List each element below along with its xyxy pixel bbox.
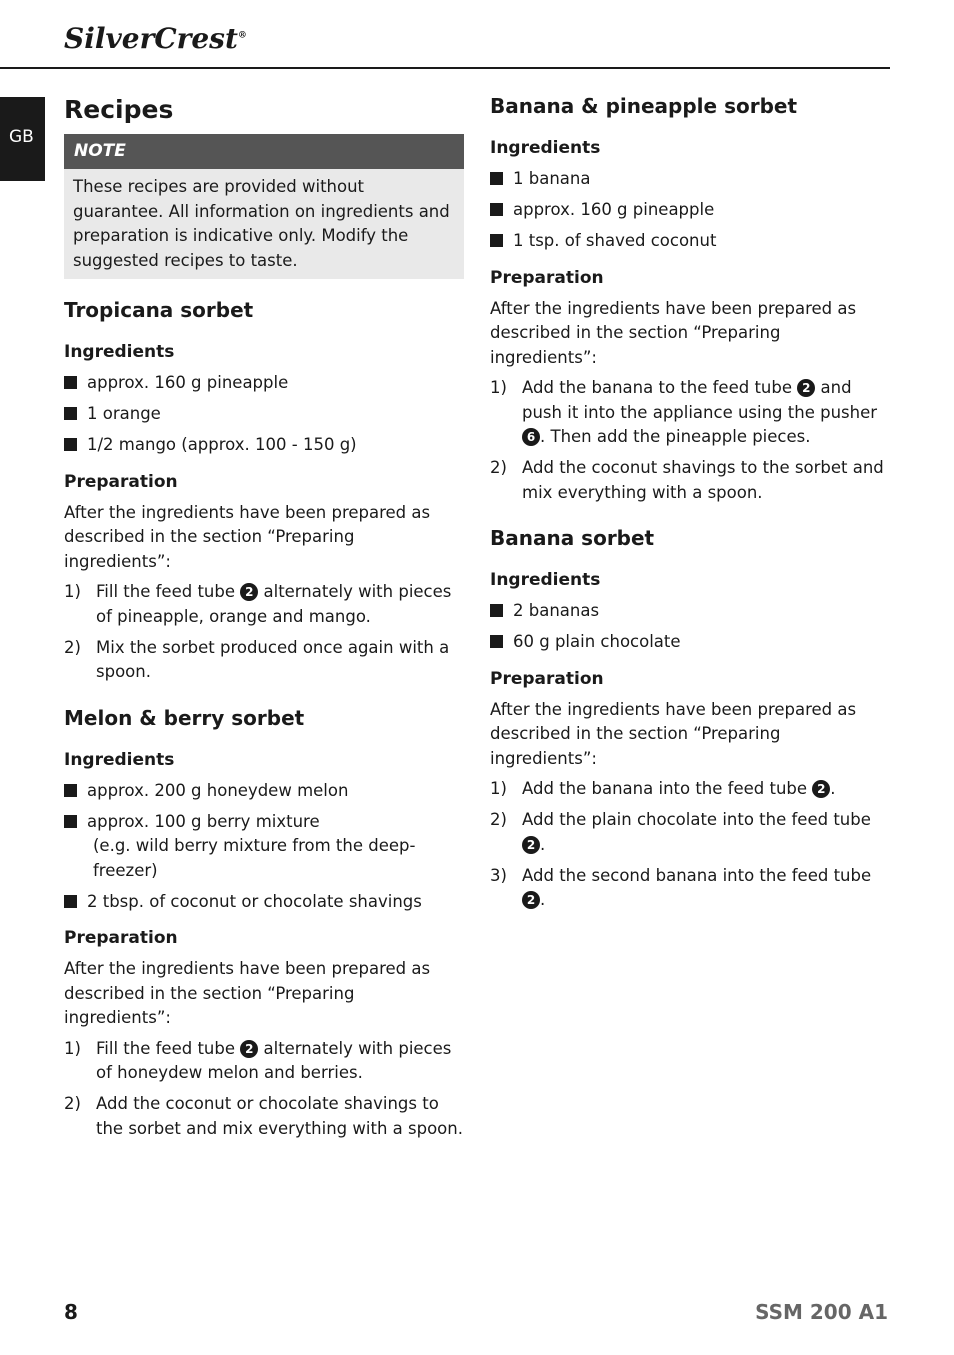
part-number-badge: 2 — [797, 379, 815, 397]
ingredient-item: 1/2 mango (approx. 100 - 150 g) — [64, 433, 464, 458]
language-tab: GB — [0, 97, 45, 181]
part-number-badge: 6 — [522, 428, 540, 446]
step-item: 1) Add the banana to the feed tube 2 and push it into the appliance using the pusher 6 . Then add the pineapple pieces. — [490, 378, 878, 446]
preparation-intro: After the ingredients have been prepared as described in the section “Preparing ingredients”: — [490, 298, 857, 367]
ingredient-item: approx. 160 g pineapple — [490, 198, 890, 223]
ingredient-item: 1 banana — [490, 167, 890, 192]
page-number: 8 — [64, 1300, 78, 1324]
bullet-square-icon — [64, 895, 77, 908]
bullet-square-icon — [490, 203, 503, 216]
ingredients-list — [64, 779, 464, 915]
recipe-title: Tropicana sorbet — [64, 298, 254, 322]
bullet-square-icon — [490, 234, 503, 247]
steps-list — [64, 1037, 464, 1142]
steps-list — [64, 580, 464, 685]
step-item: 1) Fill the feed tube 2 alternately with pieces of honeydew melon and berries. — [64, 1038, 452, 1082]
right-column — [490, 90, 890, 933]
ingredients-heading: Ingredients — [64, 342, 175, 362]
ingredient-item: 60 g plain chocolate — [490, 630, 890, 655]
recipe-title: Banana sorbet — [490, 526, 655, 550]
steps-list — [490, 777, 890, 913]
step-item: 1) Fill the feed tube 2 alternately with pieces of pineapple, orange and mango. — [64, 582, 452, 626]
step-item: 2) Add the coconut or chocolate shavings to the sorbet and mix everything with a spoon. — [64, 1094, 463, 1138]
step-item: 2) Mix the sorbet produced once again with a spoon. — [64, 637, 450, 681]
ingredient-item: approx. 160 g pineapple — [64, 371, 464, 396]
page-title: Recipes — [64, 95, 174, 124]
header-rule — [0, 67, 890, 69]
recipe-title: Banana & pineapple sorbet — [490, 94, 798, 118]
step-item: 1) Add the banana into the feed tube 2 . — [490, 779, 836, 798]
recipe-melon-berry — [64, 705, 464, 1142]
recipe-banana — [490, 525, 890, 913]
step-item: 2) Add the plain chocolate into the feed tube 2 . — [490, 810, 871, 854]
ingredient-item: 1 orange — [64, 402, 464, 427]
bullet-square-icon — [490, 635, 503, 648]
recipe-title: Melon & berry sorbet — [64, 705, 305, 730]
bullet-square-icon — [490, 604, 503, 617]
ingredient-item: 2 tbsp. of coconut or chocolate shavings — [64, 890, 464, 915]
bullet-square-icon — [64, 376, 77, 389]
part-number-badge: 2 — [522, 836, 540, 854]
bullet-square-icon — [64, 407, 77, 420]
ingredient-item: approx. 200 g honeydew melon — [64, 779, 464, 804]
preparation-heading: Preparation — [490, 267, 604, 288]
ingredient-item: 2 bananas — [490, 599, 890, 624]
note-box — [64, 134, 464, 279]
step-item: 2) Add the coconut shavings to the sorbet and mix everything with a spoon. — [490, 458, 884, 502]
note-text: These recipes are provided without guarantee. All information on ingredients and preparation is indicative only. Modify the suggested recipes to taste. — [73, 177, 450, 270]
bullet-square-icon — [490, 172, 503, 185]
bullet-square-icon — [64, 815, 77, 828]
ingredients-heading: Ingredients — [64, 749, 175, 770]
ingredients-heading: Ingredients — [490, 570, 601, 590]
part-number-badge: 2 — [812, 780, 830, 798]
preparation-heading: Preparation — [64, 928, 178, 948]
brand-logo: SilverCrest® — [64, 22, 247, 55]
ingredients-heading: Ingredients — [490, 138, 601, 158]
bullet-square-icon — [64, 438, 77, 451]
steps-list — [490, 376, 890, 505]
part-number-badge: 2 — [240, 1040, 258, 1058]
recipe-banana-pineapple — [490, 93, 890, 505]
left-column — [64, 90, 464, 1161]
ingredients-list — [64, 371, 464, 458]
part-number-badge: 2 — [240, 583, 258, 601]
preparation-intro: After the ingredients have been prepared as described in the section “Preparing ingredients”: — [64, 502, 431, 571]
ingredient-item: approx. 100 g berry mixture (e.g. wild berry mixture from the deep-freezer) — [64, 810, 464, 884]
model-number: SSM 200 A1 — [755, 1300, 888, 1324]
preparation-intro: After the ingredients have been prepared as described in the section “Preparing ingredients”: — [64, 959, 431, 1027]
preparation-intro: After the ingredients have been prepared as described in the section “Preparing ingredients”: — [490, 699, 857, 768]
preparation-heading: Preparation — [490, 668, 604, 689]
bullet-square-icon — [64, 784, 77, 797]
preparation-heading: Preparation — [64, 471, 178, 492]
note-label: NOTE — [64, 134, 464, 169]
ingredients-list — [490, 167, 890, 254]
step-item: 3) Add the second banana into the feed tube 2 . — [490, 865, 872, 909]
ingredients-list — [490, 599, 890, 655]
recipe-tropicana — [64, 297, 464, 685]
part-number-badge: 2 — [522, 891, 540, 909]
ingredient-item: 1 tsp. of shaved coconut — [490, 229, 890, 254]
